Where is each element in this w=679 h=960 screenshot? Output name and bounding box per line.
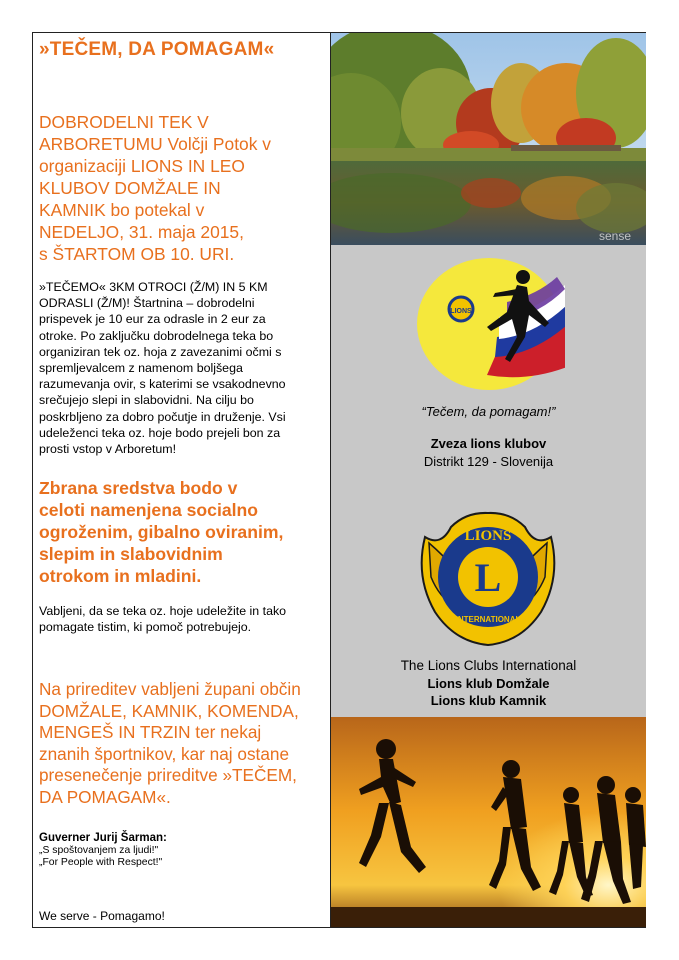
text-column — [33, 33, 329, 927]
district-name: Distrikt 129 - Slovenija — [423, 454, 554, 469]
small-lions-emblem: LIONS — [450, 308, 472, 315]
governor-quote-en: „For People with Respect!" — [39, 857, 163, 868]
details-paragraph: »TEČEMO« 3KM OTROCI (Ž/M) IN 5 KM ODRASLI (Ž/M)! Štartnina – dobrodelni prispevek je 10 eur za odrasle in 2 eur za otroke. Po zaključku dobrodelnega teka bo organiziran tek oz. hoja z zavezanimi očmi s spremljevalcem z namenom boljšega razumevanja ovir, s katerimi se vsakodnevno srečujejo slepi in slabovidni. Na cilju bo poskrbljeno za dobro počutje in druženje. Vsi udeleženci teka oz. hoje bodo prejeli bon za prosti vstop v Arboretum! — [39, 280, 286, 457]
lci-name: The Lions Clubs International — [400, 658, 577, 673]
lions-international-logo — [415, 507, 561, 652]
invite-paragraph: Vabljeni, da se teka oz. hoje udeležite in tako pomagate tistim, ki pomoč potrebujejo. — [39, 604, 287, 634]
logo-slogan: “Tečem, da pomagam!” — [421, 404, 556, 419]
poster-frame — [32, 32, 646, 928]
arboretum-photo — [331, 33, 646, 245]
motto: We serve - Pomagamo! — [39, 909, 165, 923]
intro-paragraph: DOBRODELNI TEK V ARBORETUMU Volčji Potok v organizaciji LIONS IN LEO KLUBOV DOMŽALE IN KAMNIK bo potekal v NEDELJO, 31. maja 2015, s ŠTARTOM OB 10. URI. — [39, 112, 271, 264]
image-column — [330, 33, 646, 927]
lions-arc-text: LIONS — [464, 528, 512, 544]
runners-photo — [331, 717, 646, 927]
lions-letter: L — [474, 555, 502, 600]
association-name: Zveza lions klubov — [430, 436, 547, 451]
governor-block — [39, 832, 167, 869]
mayors-paragraph: Na prireditev vabljeni župani občin DOMŽALE, KAMNIK, KOMENDA, MENGEŠ IN TRZIN ter nekaj znanih športnikov, kar naj ostane presenečenje prireditve »TEČEM, DA POMAGAM«. — [39, 679, 301, 807]
international-arc-text: INTERNATIONAL — [455, 615, 521, 624]
run-logo — [417, 257, 565, 396]
governor-name: Guverner Jurij Šarman: — [39, 832, 167, 844]
club-kamnik: Lions klub Kamnik — [430, 693, 547, 708]
club-domzale: Lions klub Domžale — [427, 676, 550, 691]
governor-quote-si: „S spoštovanjem za ljudi!" — [39, 845, 159, 856]
poster-title: »TEČEM, DA POMAGAM« — [39, 39, 275, 60]
photo-watermark: sense — [599, 229, 632, 243]
funds-paragraph: Zbrana sredstva bodo v celoti namenjena socialno ogroženim, gibalno oviranim, slepim in slabovidnim otrokom in mladini. — [39, 478, 284, 586]
